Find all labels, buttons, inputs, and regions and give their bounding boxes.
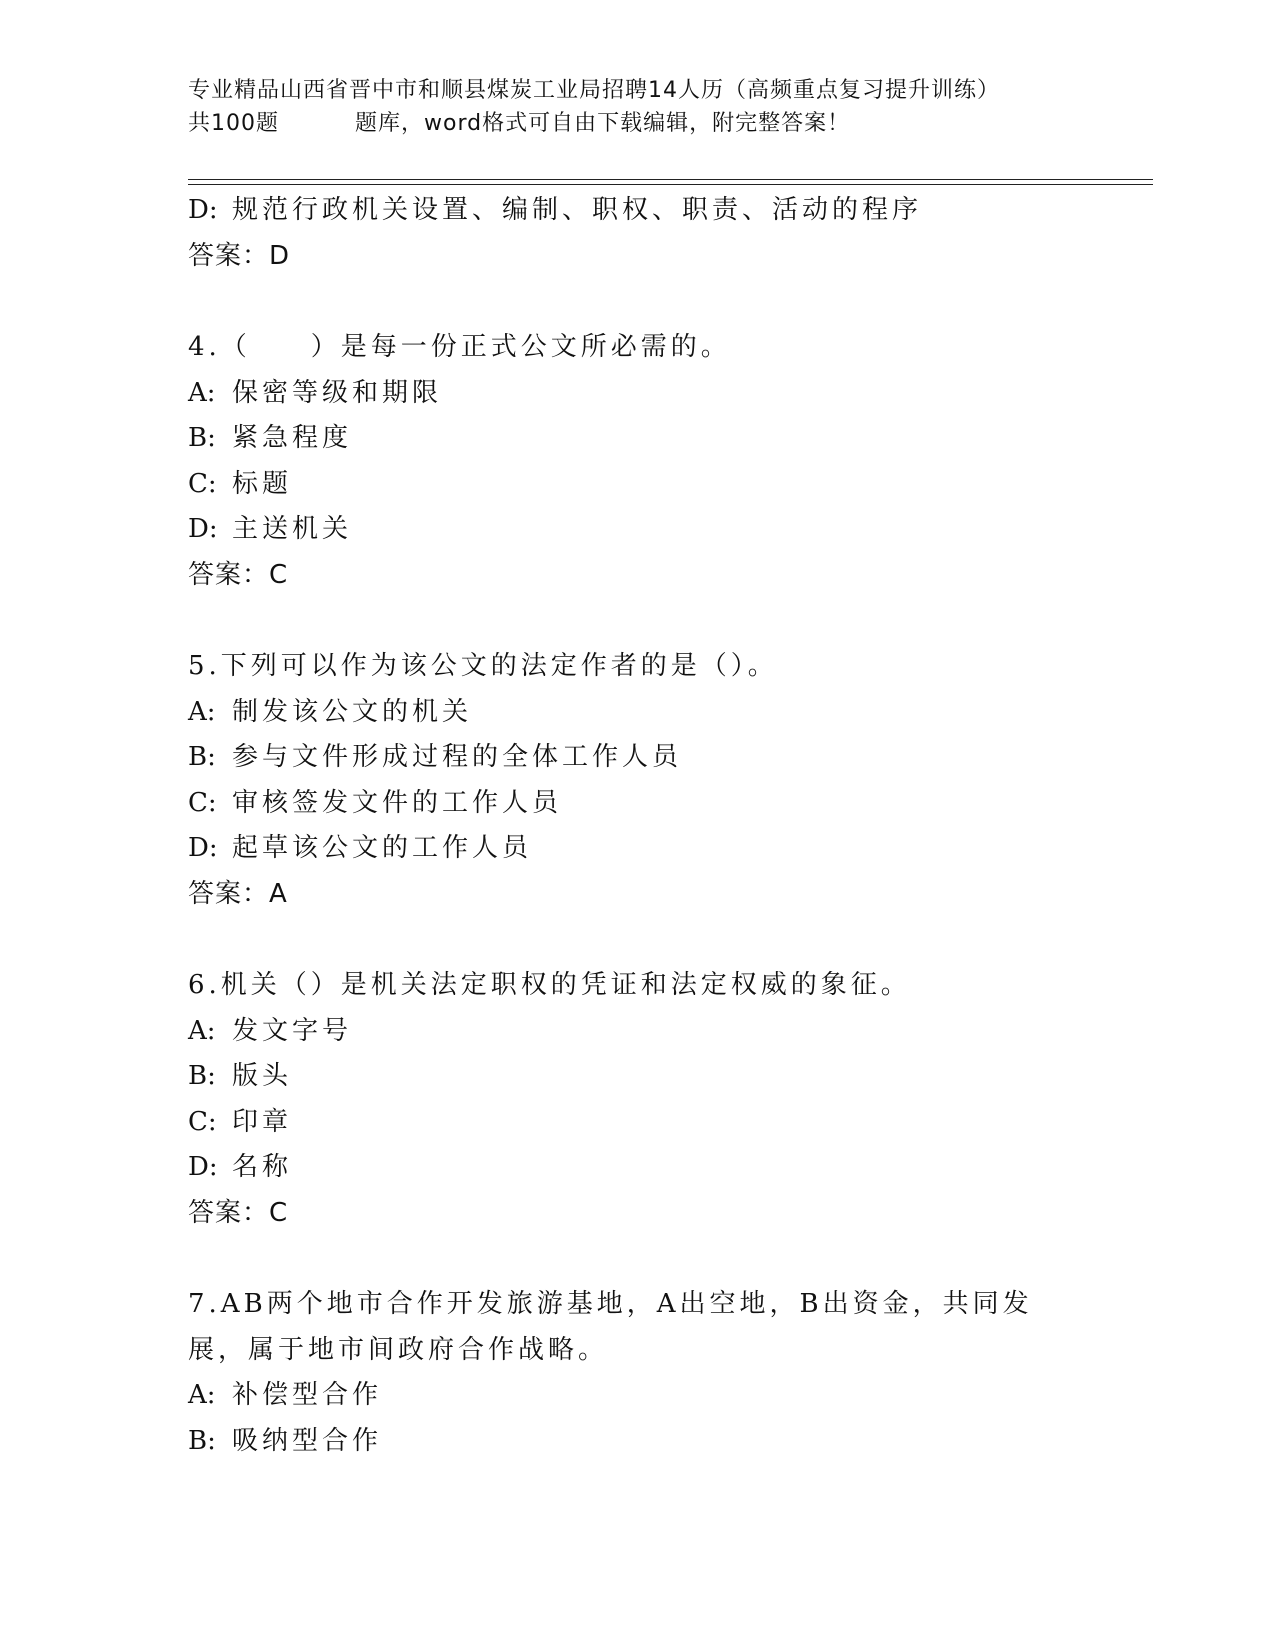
question-5-option-b: B: 参与文件形成过程的全体工作人员 — [188, 742, 683, 772]
question-6-option-b: B: 版头 — [188, 1061, 293, 1091]
document-header — [188, 74, 1148, 140]
header-rule-bottom — [188, 184, 1153, 185]
question-3-option-d — [188, 188, 1148, 234]
header-count: 共100题 — [188, 111, 279, 136]
question-4-option-b: B: 紧急程度 — [188, 423, 353, 453]
option-label: D: — [188, 195, 218, 225]
question-3-answer: 答案：D — [188, 240, 291, 271]
question-4-answer: 答案：C — [188, 559, 289, 590]
question-7-stem: 7.AB两个地市合作开发旅游基地，A出空地，B出资金，共同发展，属于地市间政府合作战略。 — [188, 1289, 1033, 1365]
question-6-option-d: D: 名称 — [188, 1152, 293, 1182]
question-5-option-a: A: 制发该公文的机关 — [188, 696, 473, 727]
question-7-option-b: B: 吸纳型合作 — [188, 1425, 383, 1456]
question-5-answer: 答案：A — [188, 878, 288, 909]
question-6-answer: 答案：C — [188, 1197, 289, 1228]
question-4-option-d: D: 主送机关 — [188, 514, 353, 544]
question-4-option-a: A: 保密等级和期限 — [188, 377, 443, 408]
question-5-option-c: C: 审核签发文件的工作人员 — [188, 787, 563, 818]
option-text: 规范行政机关设置、编制、职权、职责、活动的程序 — [232, 195, 923, 225]
question-5-stem: 5.下列可以作为该公文的法定作者的是（）。 — [188, 651, 778, 681]
question-4-stem: 4.（ ）是每一份正式公文所必需的。 — [188, 332, 731, 362]
question-5-option-d: D: 起草该公文的工作人员 — [188, 833, 533, 863]
question-6-option-c: C: 印章 — [188, 1106, 293, 1137]
header-subtitle — [188, 107, 1148, 140]
document-body — [188, 188, 1148, 1464]
header-note: 题库，word格式可自由下载编辑，附完整答案！ — [355, 111, 851, 136]
question-7-option-a: A: 补偿型合作 — [188, 1380, 383, 1410]
header-rule-top — [188, 179, 1153, 180]
question-6-stem: 6.机关（）是机关法定职权的凭证和法定权威的象征。 — [188, 970, 911, 1000]
question-6-option-a: A: 发文字号 — [188, 1015, 353, 1046]
question-4-option-c: C: 标题 — [188, 468, 293, 499]
header-title: 专业精品山西省晋中市和顺县煤炭工业局招聘14人历（高频重点复习提升训练） — [188, 78, 1000, 103]
